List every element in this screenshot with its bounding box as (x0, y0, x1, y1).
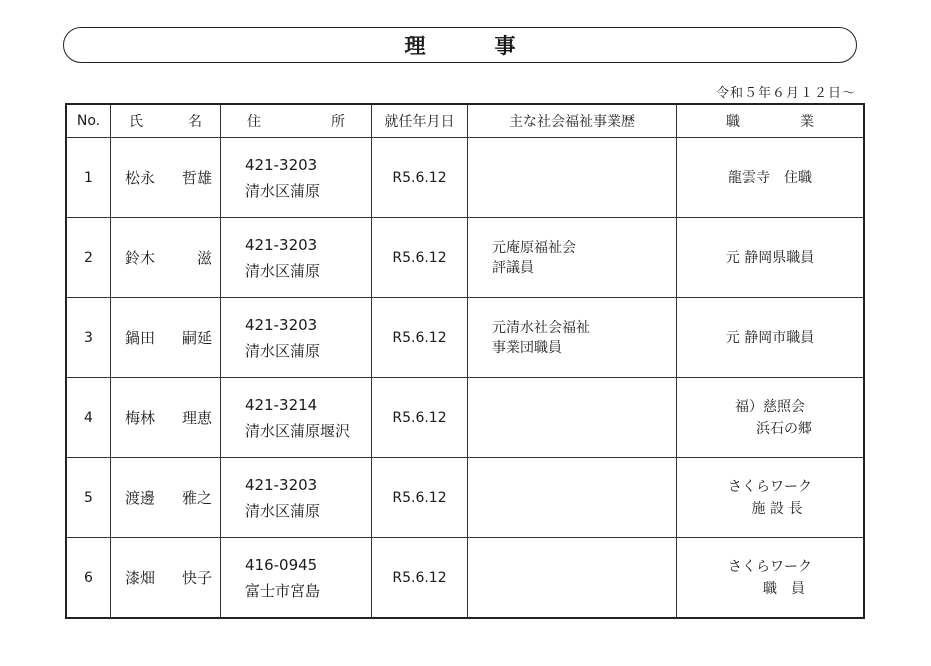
row-number: 6 (66, 538, 111, 619)
header-name (111, 104, 221, 138)
history-text: 元清水社会福祉 事業団職員 (492, 319, 590, 356)
appointment-date: R5.6.12 (372, 218, 468, 298)
welfare-history (468, 458, 677, 538)
header-date: 就任年月日 (372, 104, 468, 138)
header-history: 主な社会福祉事業歴 (468, 104, 677, 138)
history-text: 元庵原福祉会 評議員 (492, 239, 576, 276)
occupation (677, 538, 865, 619)
page-title: 理 事 (404, 33, 540, 58)
postal-code: 421-3203 (245, 315, 318, 334)
table-row (66, 138, 864, 218)
welfare-history (468, 538, 677, 619)
postal-code: 421-3203 (245, 235, 318, 254)
effective-date: 令和５年６月１２日〜 (715, 86, 856, 101)
member-address (221, 458, 372, 538)
table-row (66, 218, 864, 298)
header-address (221, 104, 372, 138)
given-name: 理恵 (181, 409, 212, 427)
title-banner (63, 27, 857, 63)
given-name: 快子 (181, 569, 212, 587)
member-name (111, 538, 221, 619)
occupation (677, 138, 865, 218)
surname: 梅林 (125, 409, 156, 427)
postal-code: 421-3203 (245, 155, 318, 174)
occupation-text: 福）慈照会 浜石の郷 (735, 398, 812, 437)
occupation-text: 龍雲寺 住職 (728, 169, 812, 186)
given-name: 雅之 (181, 489, 212, 507)
address-line: 清水区蒲原 (245, 261, 321, 280)
table-header-row (66, 104, 864, 138)
surname: 漆畑 (125, 569, 156, 587)
welfare-history (468, 218, 677, 298)
occupation (677, 458, 865, 538)
occupation (677, 378, 865, 458)
row-number: 5 (66, 458, 111, 538)
occupation-text: 元 静岡市職員 (725, 329, 815, 346)
row-number: 3 (66, 298, 111, 378)
header-job-b: 業 (800, 114, 814, 130)
postal-code: 421-3203 (245, 475, 318, 494)
member-address (221, 538, 372, 619)
member-name (111, 378, 221, 458)
appointment-date: R5.6.12 (372, 458, 468, 538)
row-number: 4 (66, 378, 111, 458)
surname: 鍋田 (125, 329, 156, 347)
table-row (66, 298, 864, 378)
address-line: 富士市宮島 (245, 581, 321, 600)
table-row (66, 458, 864, 538)
given-name: 嗣延 (181, 329, 212, 347)
header-no: No. (66, 104, 111, 138)
table-row (66, 378, 864, 458)
occupation-text: 元 静岡県職員 (725, 249, 815, 266)
header-addr-b: 所 (331, 114, 345, 130)
postal-code: 421-3214 (245, 395, 318, 414)
member-address (221, 138, 372, 218)
member-address (221, 298, 372, 378)
header-job (677, 104, 865, 138)
address-line: 清水区蒲原堰沢 (245, 421, 351, 440)
address-line: 清水区蒲原 (245, 501, 321, 520)
welfare-history (468, 378, 677, 458)
member-name (111, 298, 221, 378)
appointment-date: R5.6.12 (372, 138, 468, 218)
table-row (66, 538, 864, 619)
occupation (677, 218, 865, 298)
postal-code: 416-0945 (245, 555, 318, 574)
member-name (111, 138, 221, 218)
address-line: 清水区蒲原 (245, 181, 321, 200)
member-address (221, 218, 372, 298)
welfare-history (468, 298, 677, 378)
given-name: 哲雄 (181, 169, 212, 187)
surname: 鈴木 (125, 249, 156, 267)
member-address (221, 378, 372, 458)
address-line: 清水区蒲原 (245, 341, 321, 360)
occupation-text: さくらワーク 施 設 長 (728, 478, 812, 517)
directors-table (65, 103, 865, 619)
row-number: 2 (66, 218, 111, 298)
header-job-a: 職 (726, 114, 740, 130)
welfare-history (468, 138, 677, 218)
member-name (111, 458, 221, 538)
surname: 渡邊 (125, 489, 156, 507)
member-name (111, 218, 221, 298)
appointment-date: R5.6.12 (372, 298, 468, 378)
header-addr-a: 住 (247, 114, 261, 130)
appointment-date: R5.6.12 (372, 538, 468, 619)
header-name-a: 氏 (129, 114, 143, 130)
header-name-b: 名 (188, 114, 202, 130)
appointment-date: R5.6.12 (372, 378, 468, 458)
surname: 松永 (125, 169, 156, 187)
occupation (677, 298, 865, 378)
occupation-text: さくらワーク 職 員 (728, 558, 812, 597)
row-number: 1 (66, 138, 111, 218)
given-name: 滋 (196, 249, 212, 267)
